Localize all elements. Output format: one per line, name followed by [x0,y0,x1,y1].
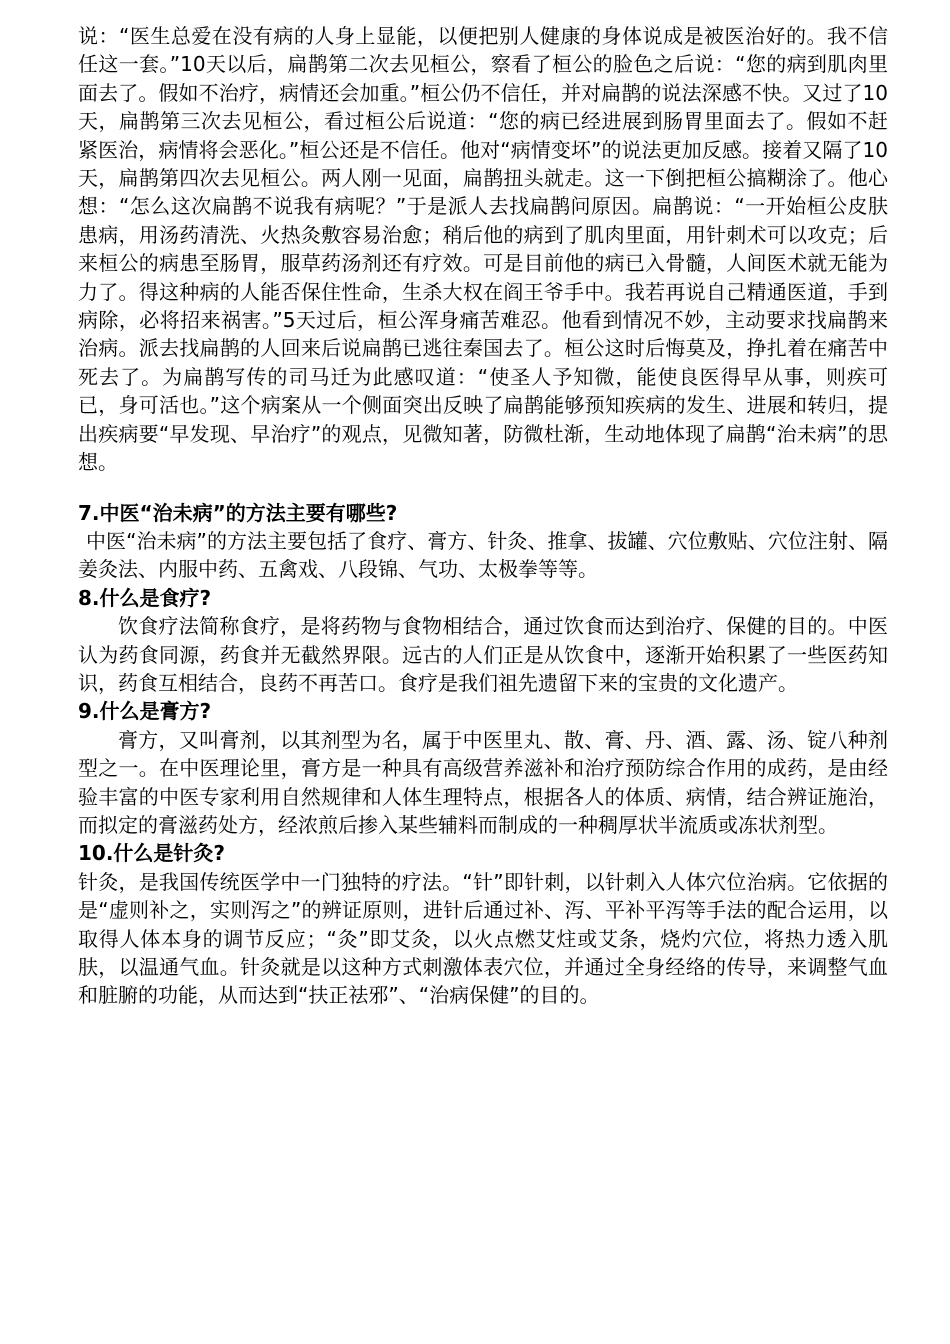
section-7-body: 中医“治未病”的方法主要包括了食疗、膏方、针灸、推拿、拔罐、穴位敷贴、穴位注射、隔姜灸法、内服中药、五禽戏、八段锦、气功、太极拳等等。 [78,528,888,582]
bianque-story-paragraph: 说：“医生总爱在没有病的人身上显能，以便把别人健康的身体说成是被医治好的。我不信任这一套。”10天以后，扁鹊第二次去见桓公，察看了桓公的脸色之后说：“您的病到肌肉里面去了。假如不治疗，病情还会加重。”桓公仍不信任，并对扁鹊的说法深感不快。又过了10天，扁鹊第三次去见桓公，看过桓公后说道：“您的病已经进展到肠胃里面去了。假如不赶紧医治，病情将会恶化。”桓公还是不信任。他对“病情变坏”的说法更加反感。接着又隔了10天，扁鹊第四次去见桓公。两人刚一见面，扁鹊扭头就走。这一下倒把桓公搞糊涂了。他心想：“怎么这次扁鹊不说我有病呢？”于是派人去找扁鹊问原因。扁鹊说：“一开始桓公皮肤患病，用汤药清洗、火热灸敷容易治愈；稍后他的病到了肌肉里面，用针刺术可以攻克；后来桓公的病患至肠胃，服草药汤剂还有疗效。可是目前他的病已入骨髓，人间医术就无能为力了。得这种病的人能否保住性命，生杀大权在阎王爷手中。我若再说自己精通医道，手到病除，必将招来祸害。”5天过后，桓公浑身痛苦难忍。他看到情况不妙，主动要求找扁鹊来治病。派去找扁鹊的人回来后说扁鹊已逃往秦国去了。桓公这时后悔莫及，挣扎着在痛苦中死去了。为扁鹊写传的司马迁为此感叹道：“使圣人予知微，能使良医得早从事，则疾可已，身可活也。”这个病案从一个侧面突出反映了扁鹊能够预知疾病的发生、进展和转归，提出疾病要“早发现、早治疗”的观点，见微知著，防微杜渐，生动地体现了扁鹊“治未病”的思想。 [78,24,888,475]
document-page [78,22,888,1010]
section-8-body: 饮食疗法简称食疗，是将药物与食物相结合，通过饮食而达到治疗、保健的目的。中医认为药食同源，药食并无截然界限。远古的人们正是从饮食中，逐渐开始积累了一些医药知识，药食互相结合，良药不再苦口。食疗是我们祖先遗留下来的宝贵的文化遗产。 [78,614,888,695]
section-7-heading: 7.中医“治未病”的方法主要有哪些? [78,500,398,525]
section-9-body: 膏方，又叫膏剂，以其剂型为名，属于中医里丸、散、膏、丹、酒、露、汤、锭八种剂型之一。在中医理论里，膏方是一种具有高级营养滋补和治疗预防综合作用的成药，是由经验丰富的中医专家利用自然规律和人体生理特点，根据各人的体质、病情，结合辨证施治，而拟定的膏滋药处方，经浓煎后掺入某些辅料而制成的一种稠厚状半流质或冻状剂型。 [78,727,888,837]
section-9-heading: 9.什么是膏方? [78,699,212,724]
section-8-heading: 8.什么是食疗? [78,585,212,610]
section-gap [78,477,888,499]
section-10-body: 针灸，是我国传统医学中一门独特的疗法。“针”即针刺，以针刺入人体穴位治病。它依据的是“虚则补之，实则泻之”的辨证原则，进针后通过补、泻、平补平泻等手法的配合运用，以取得人体本身的调节反应；“灸”即艾灸，以火点燃艾炷或艾条，烧灼穴位，将热力透入肌肤，以温通气血。针灸就是以这种方式刺激体表穴位，并通过全身经络的传导，来调整气血和脏腑的功能，从而达到“扶正祛邪”、“治病保健”的目的。 [78,869,888,1008]
section-10-heading: 10.什么是针灸? [78,841,226,866]
